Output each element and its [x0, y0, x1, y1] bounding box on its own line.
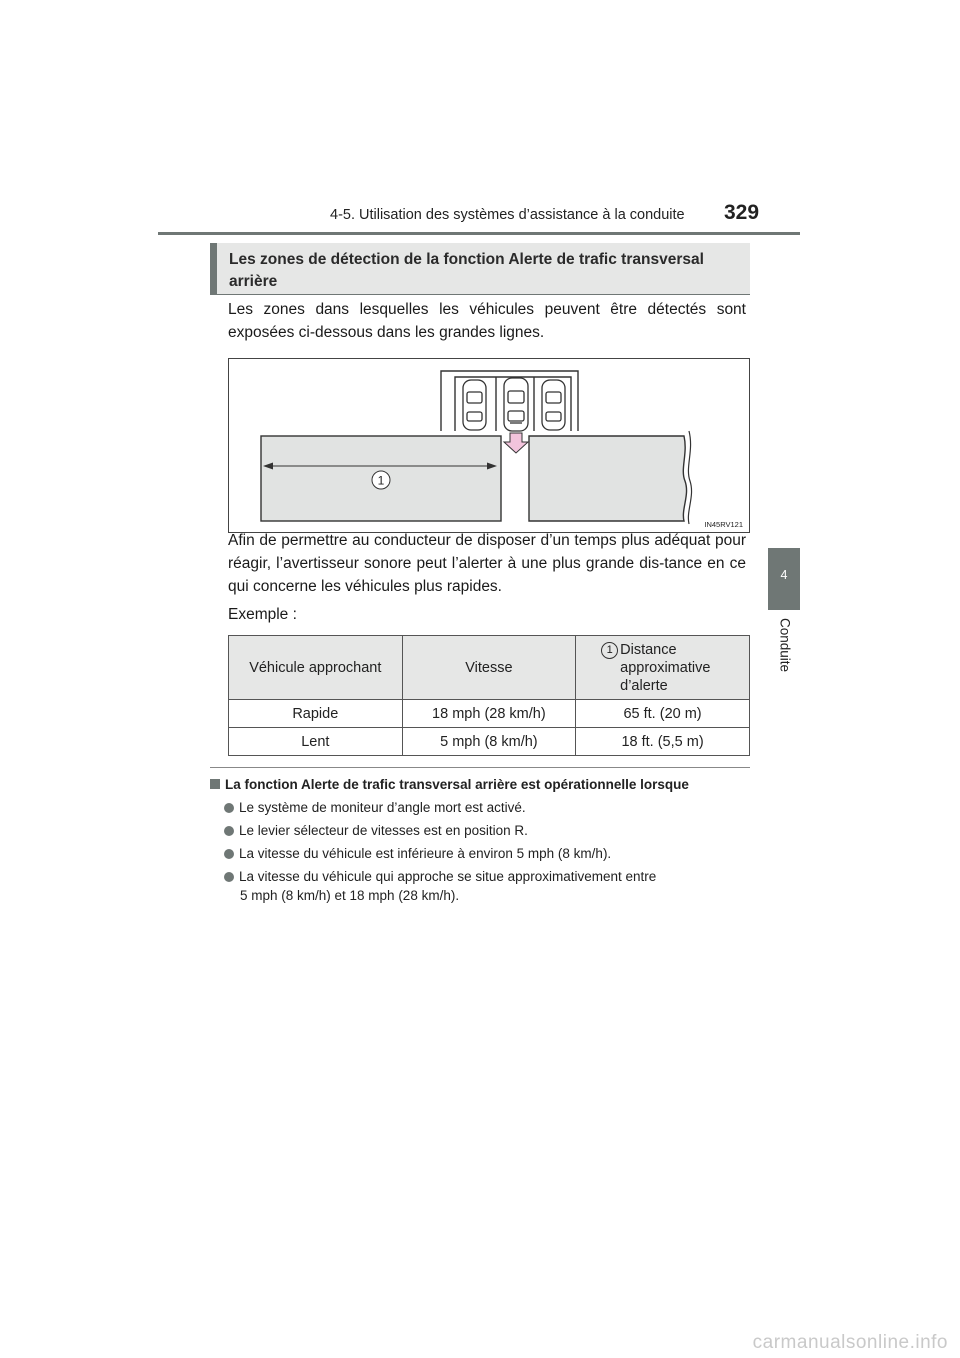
chapter-tab-number: 4 [780, 568, 788, 582]
list-item: Le levier sélecteur de vitesses est en position R. [224, 821, 528, 840]
cell-vehicle: Lent [229, 728, 403, 756]
explanation-paragraph: Afin de permettre au conducteur de disposer d’un temps plus adéquat pour réagir, l’avertisseur sonore peut l’alerter à une plus grande dis-tance en ce qui concerne les véhicules plus rapides. [228, 532, 746, 595]
section-heading-rule [210, 294, 750, 295]
header-rule [158, 232, 800, 235]
list-item: Le système de moniteur d’angle mort est activé. [224, 798, 526, 817]
zone-break-line [688, 431, 691, 524]
example-label: Exemple : [228, 606, 297, 623]
cell-distance: 65 ft. (20 m) [576, 700, 750, 728]
bullet-icon [224, 849, 234, 859]
detection-zone-diagram [229, 359, 750, 533]
cell-distance: 18 ft. (5,5 m) [576, 728, 750, 756]
section-heading: Les zones de détection de la fonction Alerte de trafic transversal arrière [229, 251, 704, 290]
table-row [229, 700, 750, 728]
figure-code: IN45RV121 [704, 520, 743, 529]
header-distance [576, 636, 750, 700]
chapter-tab-label: Conduite [777, 618, 793, 673]
intro-paragraph: Les zones dans lesquelles les véhicules peuvent être détectés sont exposées ci-dessous dans les grandes lignes. [228, 301, 746, 341]
table-row [229, 728, 750, 756]
reverse-direction-arrow-icon [504, 433, 528, 453]
page-number: 329 [724, 201, 760, 224]
header-speed: Vitesse [402, 636, 576, 700]
cell-vehicle: Rapide [229, 700, 403, 728]
header-distance-label: Distance approximative d’alerte [620, 641, 711, 694]
header-approaching-vehicle: Véhicule approchant [229, 636, 403, 700]
chapter-tab[interactable] [768, 548, 800, 610]
list-item-continuation: 5 mph (8 km/h) et 18 mph (28 km/h). [240, 888, 460, 903]
notes-heading-text: La fonction Alerte de trafic transversal arrière est opérationnelle lorsque [225, 777, 689, 792]
list-item: La vitesse du véhicule qui approche se situe approximativement entre 5 mph (8 km/h) et 18 mph (28 km/h). [224, 867, 750, 905]
cell-speed: 5 mph (8 km/h) [402, 728, 576, 756]
alert-distance-table [228, 635, 750, 756]
notes-heading [210, 777, 689, 792]
notes-divider [210, 767, 750, 768]
distance-callout: 1 [601, 642, 618, 659]
bullet-icon [224, 872, 234, 882]
zone-callout-number: 1 [377, 473, 385, 488]
bullet-icon [224, 826, 234, 836]
table-header-row [229, 636, 750, 700]
list-item: La vitesse du véhicule est inférieure à environ 5 mph (8 km/h). [224, 844, 611, 863]
detection-zone-right [529, 436, 687, 521]
parked-car-left-icon [463, 380, 486, 430]
detection-zone-figure [228, 358, 750, 533]
section-title: 4-5. Utilisation des systèmes d’assistance à la conduite [330, 207, 685, 223]
parked-car-right-icon [542, 380, 565, 430]
bullet-icon [224, 803, 234, 813]
section-heading-box [210, 243, 750, 295]
square-bullet-icon [210, 779, 220, 789]
reversing-car-icon [504, 378, 528, 431]
cell-speed: 18 mph (28 km/h) [402, 700, 576, 728]
watermark: carmanualsonline.info [752, 1332, 948, 1353]
